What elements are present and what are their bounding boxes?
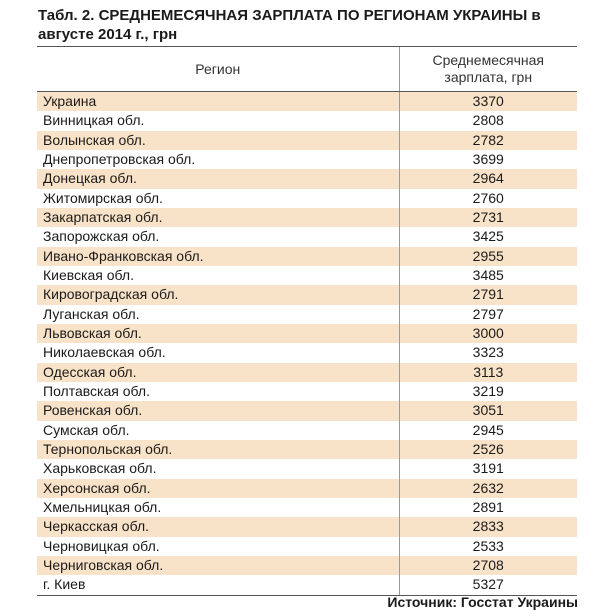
salary-value-cell: 2632 [399, 479, 577, 498]
table-row [37, 131, 577, 150]
salary-value-cell: 3113 [399, 363, 577, 382]
salary-value-cell: 3000 [399, 324, 577, 343]
table-row [37, 556, 577, 575]
region-name-cell: Луганская обл. [37, 305, 399, 324]
salary-value-cell: 2955 [399, 247, 577, 266]
table-row [37, 247, 577, 266]
table-row [37, 498, 577, 517]
table-header-row [37, 47, 577, 92]
salary-value-cell: 2964 [399, 169, 577, 188]
region-name-cell: Херсонская обл. [37, 479, 399, 498]
salary-value-cell: 2760 [399, 189, 577, 208]
salary-value-cell: 3425 [399, 227, 577, 246]
salary-value-cell: 2891 [399, 498, 577, 517]
salary-value-cell: 2808 [399, 111, 577, 130]
column-header-region: Регион [37, 47, 399, 92]
salary-value-cell: 3370 [399, 92, 577, 112]
table-row [37, 285, 577, 304]
region-name-cell: Тернопольская обл. [37, 440, 399, 459]
region-name-cell: Черкасская обл. [37, 517, 399, 536]
region-name-cell: Хмельницкая обл. [37, 498, 399, 517]
table-row [37, 169, 577, 188]
region-name-cell: Николаевская обл. [37, 343, 399, 362]
table-row [37, 266, 577, 285]
region-name-cell: Полтавская обл. [37, 382, 399, 401]
region-name-cell: Закарпатская обл. [37, 208, 399, 227]
salary-value-cell: 2731 [399, 208, 577, 227]
column-header-salary: Среднемесячная зарплата, грн [399, 47, 577, 92]
table-title: Табл. 2. СРЕДНЕМЕСЯЧНАЯ ЗАРПЛАТА ПО РЕГИОНАМ УКРАИНЫ в августе 2014 г., грн [38, 7, 541, 43]
salary-value-cell: 2797 [399, 305, 577, 324]
region-name-cell: Черновицкая обл. [37, 537, 399, 556]
region-name-cell: Волынская обл. [37, 131, 399, 150]
table-row [37, 575, 577, 595]
table-row [37, 324, 577, 343]
table-row [37, 440, 577, 459]
region-name-cell: Кировоградская обл. [37, 285, 399, 304]
region-name-cell: Сумская обл. [37, 421, 399, 440]
salary-value-cell: 2526 [399, 440, 577, 459]
region-name-cell: Винницкая обл. [37, 111, 399, 130]
salary-value-cell: 2533 [399, 537, 577, 556]
region-name-cell: Днепропетровская обл. [37, 150, 399, 169]
table-row [37, 382, 577, 401]
salary-value-cell: 2945 [399, 421, 577, 440]
salary-value-cell: 2708 [399, 556, 577, 575]
source-note: Источник: Госстат Украины [387, 594, 578, 610]
salary-value-cell: 2782 [399, 131, 577, 150]
region-name-cell: Донецкая обл. [37, 169, 399, 188]
salary-value-cell: 5327 [399, 575, 577, 595]
table-row [37, 537, 577, 556]
salary-value-cell: 3191 [399, 459, 577, 478]
region-name-cell: Львовская обл. [37, 324, 399, 343]
table-row [37, 479, 577, 498]
salary-value-cell: 3485 [399, 266, 577, 285]
salary-value-cell: 2791 [399, 285, 577, 304]
table-row [37, 459, 577, 478]
region-name-cell: Украина [37, 92, 399, 112]
table-row [37, 401, 577, 420]
region-name-cell: Харьковская обл. [37, 459, 399, 478]
region-name-cell: Ровенская обл. [37, 401, 399, 420]
table-row [37, 111, 577, 130]
region-name-cell: Ивано-Франковская обл. [37, 247, 399, 266]
table-row [37, 227, 577, 246]
region-name-cell: Черниговская обл. [37, 556, 399, 575]
table-row [37, 92, 577, 112]
salary-value-cell: 3699 [399, 150, 577, 169]
region-name-cell: г. Киев [37, 575, 399, 595]
table-row [37, 208, 577, 227]
table-row [37, 421, 577, 440]
table-row [37, 363, 577, 382]
table-row [37, 343, 577, 362]
region-name-cell: Житомирская обл. [37, 189, 399, 208]
region-name-cell: Запорожская обл. [37, 227, 399, 246]
table-row [37, 517, 577, 536]
table-row [37, 189, 577, 208]
region-name-cell: Одесская обл. [37, 363, 399, 382]
table-body [37, 92, 577, 596]
salary-value-cell: 3323 [399, 343, 577, 362]
table-row [37, 305, 577, 324]
salary-value-cell: 2833 [399, 517, 577, 536]
salary-value-cell: 3051 [399, 401, 577, 420]
salary-value-cell: 3219 [399, 382, 577, 401]
salary-table-container [37, 46, 577, 596]
region-name-cell: Киевская обл. [37, 266, 399, 285]
table-row [37, 150, 577, 169]
salary-table [37, 46, 577, 596]
